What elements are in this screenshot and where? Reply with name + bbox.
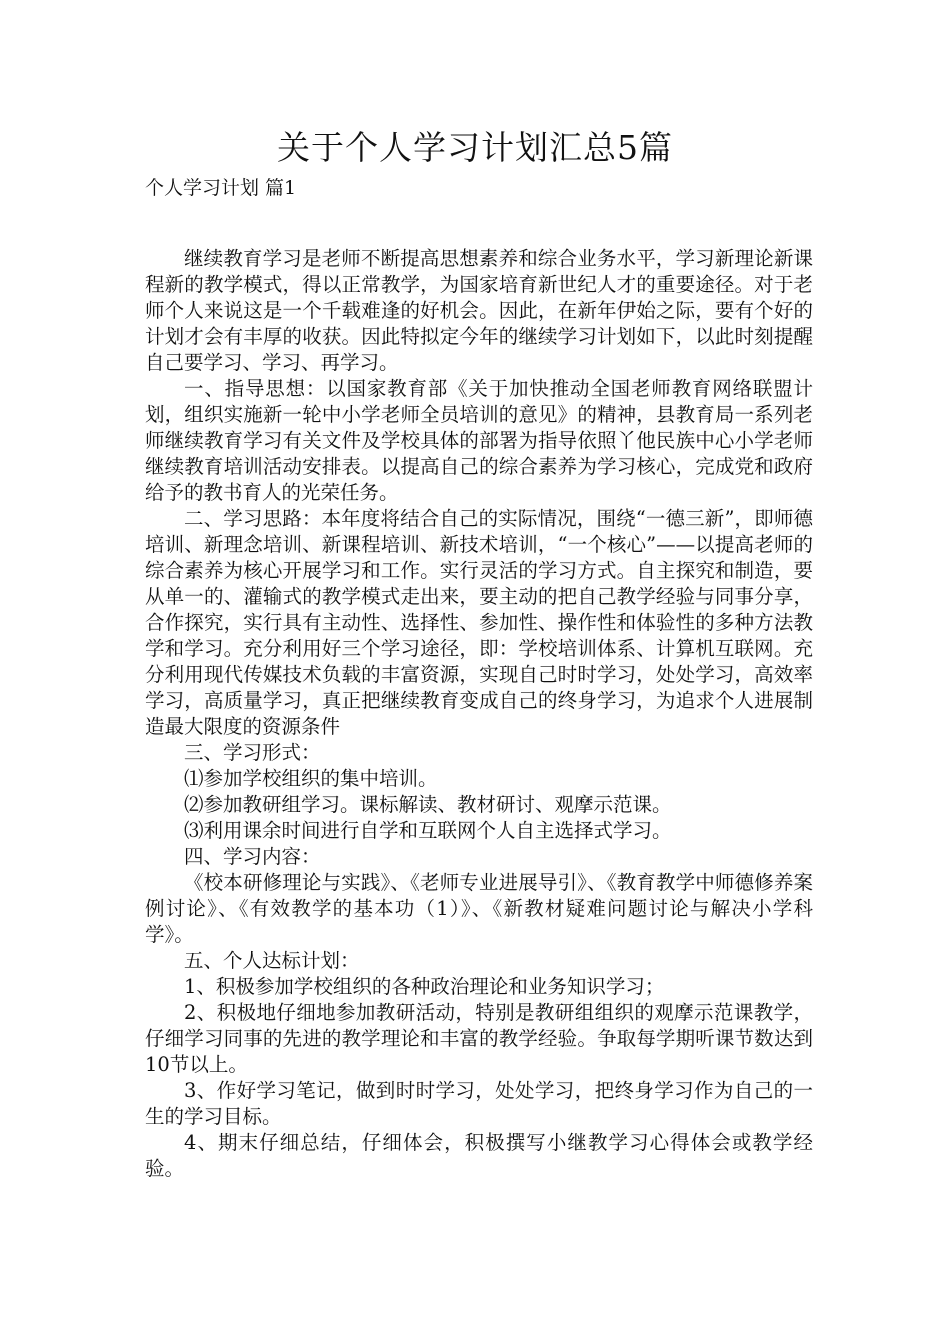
paragraph-plan-heading: 五、个人达标计划：	[184, 949, 360, 972]
paragraph-content-heading: 四、学习内容：	[184, 845, 321, 868]
section-heading: 个人学习计划 篇1	[145, 177, 297, 199]
paragraph-form-item-1: ⑴参加学校组织的集中培训。	[184, 767, 438, 790]
document-title: 关于个人学习计划汇总5篇	[277, 128, 673, 167]
paragraph-content-list: 《校本研修理论与实践》、《老师专业进展导引》、《教育教学中师德修养案例讨论》、《有效教学的基本功（1）》、《新教材疑难问题讨论与解决小学科学》。	[145, 871, 813, 946]
document-body	[145, 246, 813, 1182]
paragraph-plan-item-2: 2、积极地仔细地参加教研活动，特别是教研组组织的观摩示范课教学，仔细学习同事的先进的教学理论和丰富的教学经验。争取每学期听课节数达到10节以上。	[145, 1001, 813, 1076]
paragraph-plan-item-1: 1、积极参加学校组织的各种政治理论和业务知识学习；	[184, 975, 665, 998]
paragraph-form-item-3: ⑶利用课余时间进行自学和互联网个人自主选择式学习。	[184, 819, 672, 842]
paragraph-plan-item-4: 4、期末仔细总结，仔细体会，积极撰写小继教学习心得体会或教学经验。	[145, 1131, 813, 1180]
paragraph-learning-approach: 二、学习思路：本年度将结合自己的实际情况，围绕“一德三新”，即师德培训、新理念培训、新课程培训、新技术培训，“一个核心”——以提高老师的综合素养为核心开展学习和工作。实行灵活的学习方式。自主探究和制造，要从单一的、灌输式的教学模式走出来，要主动的把自己教学经验与同事分享，合作探究，实行具有主动性、选择性、参加性、操作性和体验性的多种方法教学和学习。充分利用好三个学习途径，即：学校培训体系、计算机互联网。充分利用现代传媒技术负载的丰富资源，实现自己时时学习，处处学习，高效率学习，高质量学习，真正把继续教育变成自己的终身学习，为追求个人进展制造最大限度的资源条件	[145, 507, 813, 738]
paragraph-form-item-2: ⑵参加教研组学习。课标解读、教材研讨、观摩示范课。	[184, 793, 672, 816]
paragraph-guiding-thought: 一、指导思想：以国家教育部《关于加快推动全国老师教育网络联盟计划，组织实施新一轮中小学老师全员培训的意见》的精神，县教育局一系列老师继续教育学习有关文件及学校具体的部署为指导依照丫他民族中心小学老师继续教育培训活动安排表。以提高自己的综合素养为学习核心，完成党和政府给予的教书育人的光荣任务。	[145, 377, 813, 504]
paragraph-plan-item-3: 3、作好学习笔记，做到时时学习，处处学习，把终身学习作为自己的一生的学习目标。	[145, 1079, 813, 1128]
paragraph-intro: 继续教育学习是老师不断提高思想素养和综合业务水平，学习新理论新课程新的教学模式，得以正常教学，为国家培育新世纪人才的重要途径。对于老师个人来说这是一个千载难逢的好机会。因此，在新年伊始之际，要有个好的计划才会有丰厚的收获。因此特拟定今年的继续学习计划如下，以此时刻提醒自己要学习、学习、再学习。	[145, 247, 813, 374]
paragraph-learning-form-heading: 三、学习形式：	[184, 741, 321, 764]
